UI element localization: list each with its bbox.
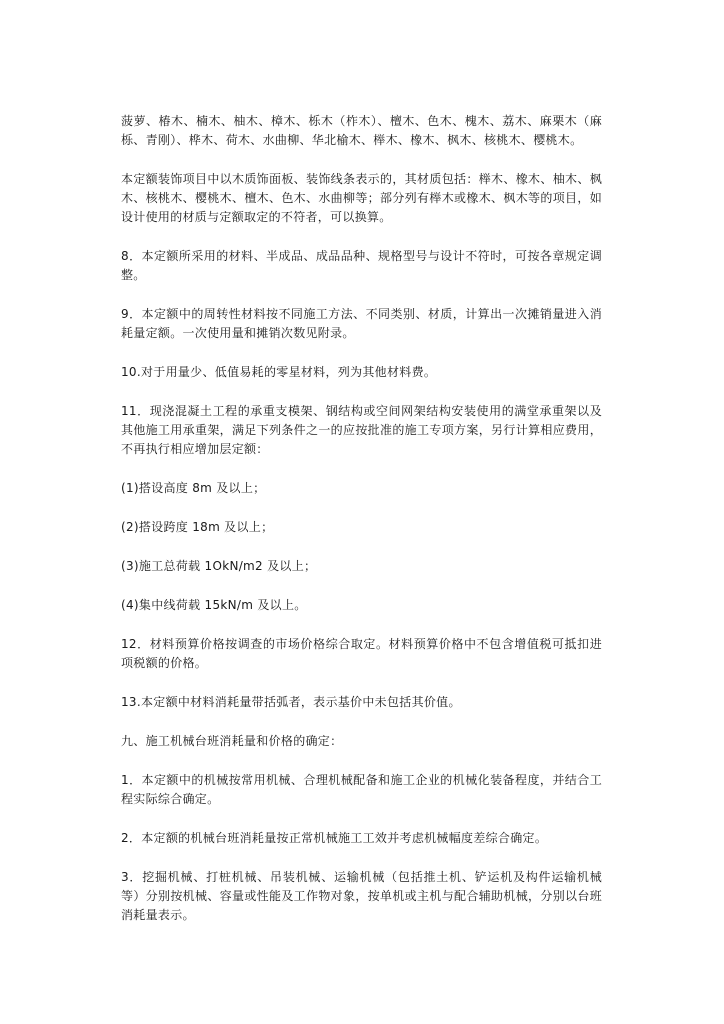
section-heading-machinery: 九、施工机械台班消耗量和价格的确定：: [121, 734, 343, 748]
paragraph-machinery-1: 1．本定额中的机械按常用机械、合理机械配备和施工企业的机械化装备程度，并结合工程实际综合确定。: [121, 773, 602, 806]
paragraph-condition-2: (2)搭设跨度 18m 及以上；: [121, 520, 274, 534]
paragraph-condition-1: (1)搭设高度 8m 及以上；: [121, 481, 266, 495]
paragraph-item-9: 9．本定额中的周转性材料按不同施工方法、不同类别、材质，计算出一次摊销量进入消耗量定额。一次使用量和摊销次数见附录。: [121, 307, 602, 340]
paragraph-item-13: 13.本定额中材料消耗量带括弧者，表示基价中未包括其价值。: [121, 695, 461, 709]
document-page: [121, 112, 602, 945]
paragraph-item-10: 10.对于用量少、低值易耗的零星材料，列为其他材料费。: [121, 365, 437, 379]
paragraph-item-12: 12．材料预算价格按调查的市场价格综合取定。材料预算价格中不包含增值税可抵扣进项税额的价格。: [121, 637, 602, 670]
paragraph-condition-3: (3)施工总荷载 1OkN/m2 及以上；: [121, 559, 317, 573]
paragraph-item-8: 8．本定额所采用的材料、半成品、成品品种、规格型号与设计不符时，可按各章规定调整。: [121, 249, 602, 282]
paragraph-item-11: 11．现浇混凝土工程的承重支模架、钢结构或空间网架结构安装使用的满堂承重架以及其他施工用承重架，满足下列条件之一的应按批准的施工专项方案，另行计算相应费用，不再执行相应增加层定额：: [121, 404, 602, 456]
paragraph-wood-species-list: 菠萝、椿木、楠木、柚木、樟木、栎木（柞木）、檀木、色木、槐木、荔木、麻栗木（麻栎、青刚）、桦木、荷木、水曲柳、华北榆木、榉木、橡木、枫木、核桃木、樱桃木。: [121, 114, 602, 147]
paragraph-machinery-2: 2．本定额的机械台班消耗量按正常机械施工工效并考虑机械幅度差综合确定。: [121, 831, 548, 845]
paragraph-machinery-3: 3．挖掘机械、打桩机械、吊装机械、运输机械（包括推土机、铲运机及构件运输机械等）分别按机械、容量或性能及工作物对象，按单机或主机与配合辅助机械，分别以台班消耗量表示。: [121, 870, 602, 922]
paragraph-condition-4: (4)集中线荷载 15kN/m 及以上。: [121, 598, 307, 612]
paragraph-decorative-panel-materials: 本定额装饰项目中以木质饰面板、装饰线条表示的，其材质包括：榉木、橡木、柚木、枫木、核桃木、樱桃木、檀木、色木、水曲柳等；部分列有榉木或橡木、枫木等的项目，如设计使用的材质与定额取定的不符者，可以换算。: [121, 172, 602, 224]
